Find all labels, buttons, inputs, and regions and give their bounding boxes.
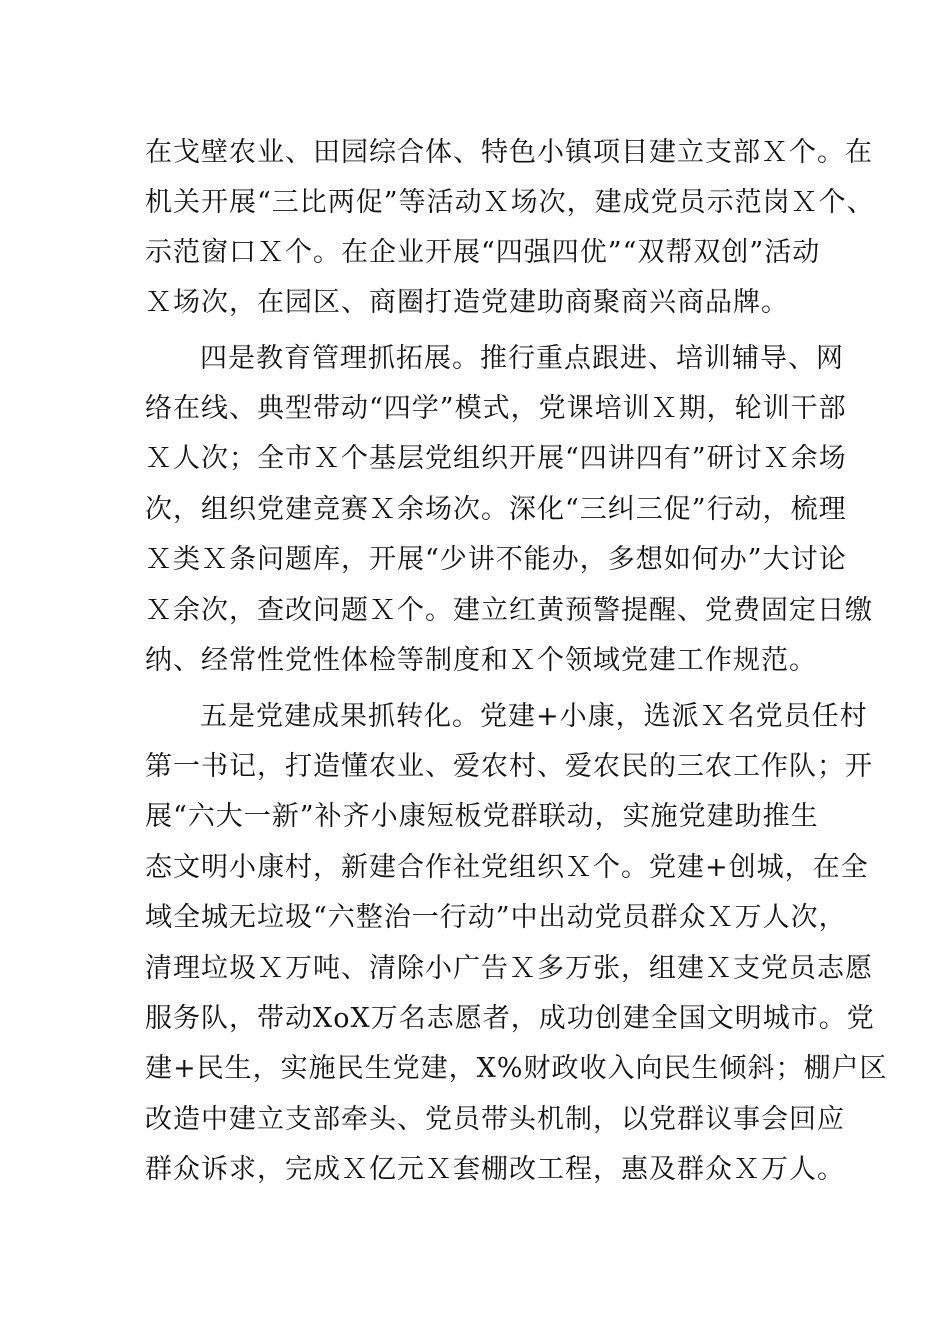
text-line: 清理垃圾Ｘ万吨、清除小广告Ｘ多万张，组建Ｘ支党员志愿 bbox=[145, 953, 873, 984]
text-line: 建+民生，实施民生党建，X%财政收入向民生倾斜；棚户区 bbox=[145, 1053, 888, 1084]
text-line: 示范窗口Ｘ个。在企业开展“四强四优”“双帮双创”活动 bbox=[145, 237, 821, 268]
text-line: Ｘ余次，查改问题Ｘ个。建立红黄预警提醒、党费固定日缴 bbox=[145, 595, 873, 626]
text-line: 机关开展“三比两促”等活动Ｘ场次，建成党员示范岗Ｘ个、 bbox=[145, 187, 875, 218]
text-line: 服务队，带动XoX万名志愿者，成功创建全国文明城市。党 bbox=[145, 1003, 875, 1034]
paragraph-four-heading-line: 四是教育管理抓拓展。推行重点跟进、培训辅导、网 bbox=[200, 343, 844, 374]
text-line: 域全城无垃圾“六整治一行动”中出动党员群众Ｘ万人次， bbox=[145, 902, 847, 933]
text-line: Ｘ人次；全市Ｘ个基层党组织开展“四讲四有”研讨Ｘ余场 bbox=[145, 443, 847, 474]
text-line: 第一书记，打造懂农业、爱农村、爱农民的三农工作队；开 bbox=[145, 751, 873, 782]
text-line: 纳、经常性党性体检等制度和Ｘ个领域党建工作规范。 bbox=[145, 645, 817, 676]
text-line: 改造中建立支部牵头、党员带头机制，以党群议事会回应 bbox=[145, 1104, 845, 1135]
text-line: 在戈壁农业、田园综合体、特色小镇项目建立支部Ｘ个。在 bbox=[145, 137, 873, 168]
text-line: 展“六大一新”补齐小康短板党群联动，实施党建助推生 bbox=[145, 801, 819, 832]
text-line: 态文明小康村，新建合作社党组织Ｘ个。党建+创城，在全 bbox=[145, 852, 869, 883]
text-line: 次，组织党建竞赛Ｘ余场次。深化“三纠三促”行动，梳理 bbox=[145, 494, 847, 525]
text-line: Ｘ类Ｘ条问题库，开展“少讲不能办，多想如何办”大讨论 bbox=[145, 544, 847, 575]
text-line: 群众诉求，完成Ｘ亿元Ｘ套棚改工程，惠及群众Ｘ万人。 bbox=[145, 1154, 845, 1185]
paragraph-five-heading-line: 五是党建成果抓转化。党建+小康，选派Ｘ名党员任村 bbox=[200, 701, 868, 732]
text-line: Ｘ场次，在园区、商圈打造党建助商聚商兴商品牌。 bbox=[145, 287, 789, 318]
text-line: 络在线、典型带动“四学”模式，党课培训Ｘ期，轮训干部 bbox=[145, 393, 847, 424]
